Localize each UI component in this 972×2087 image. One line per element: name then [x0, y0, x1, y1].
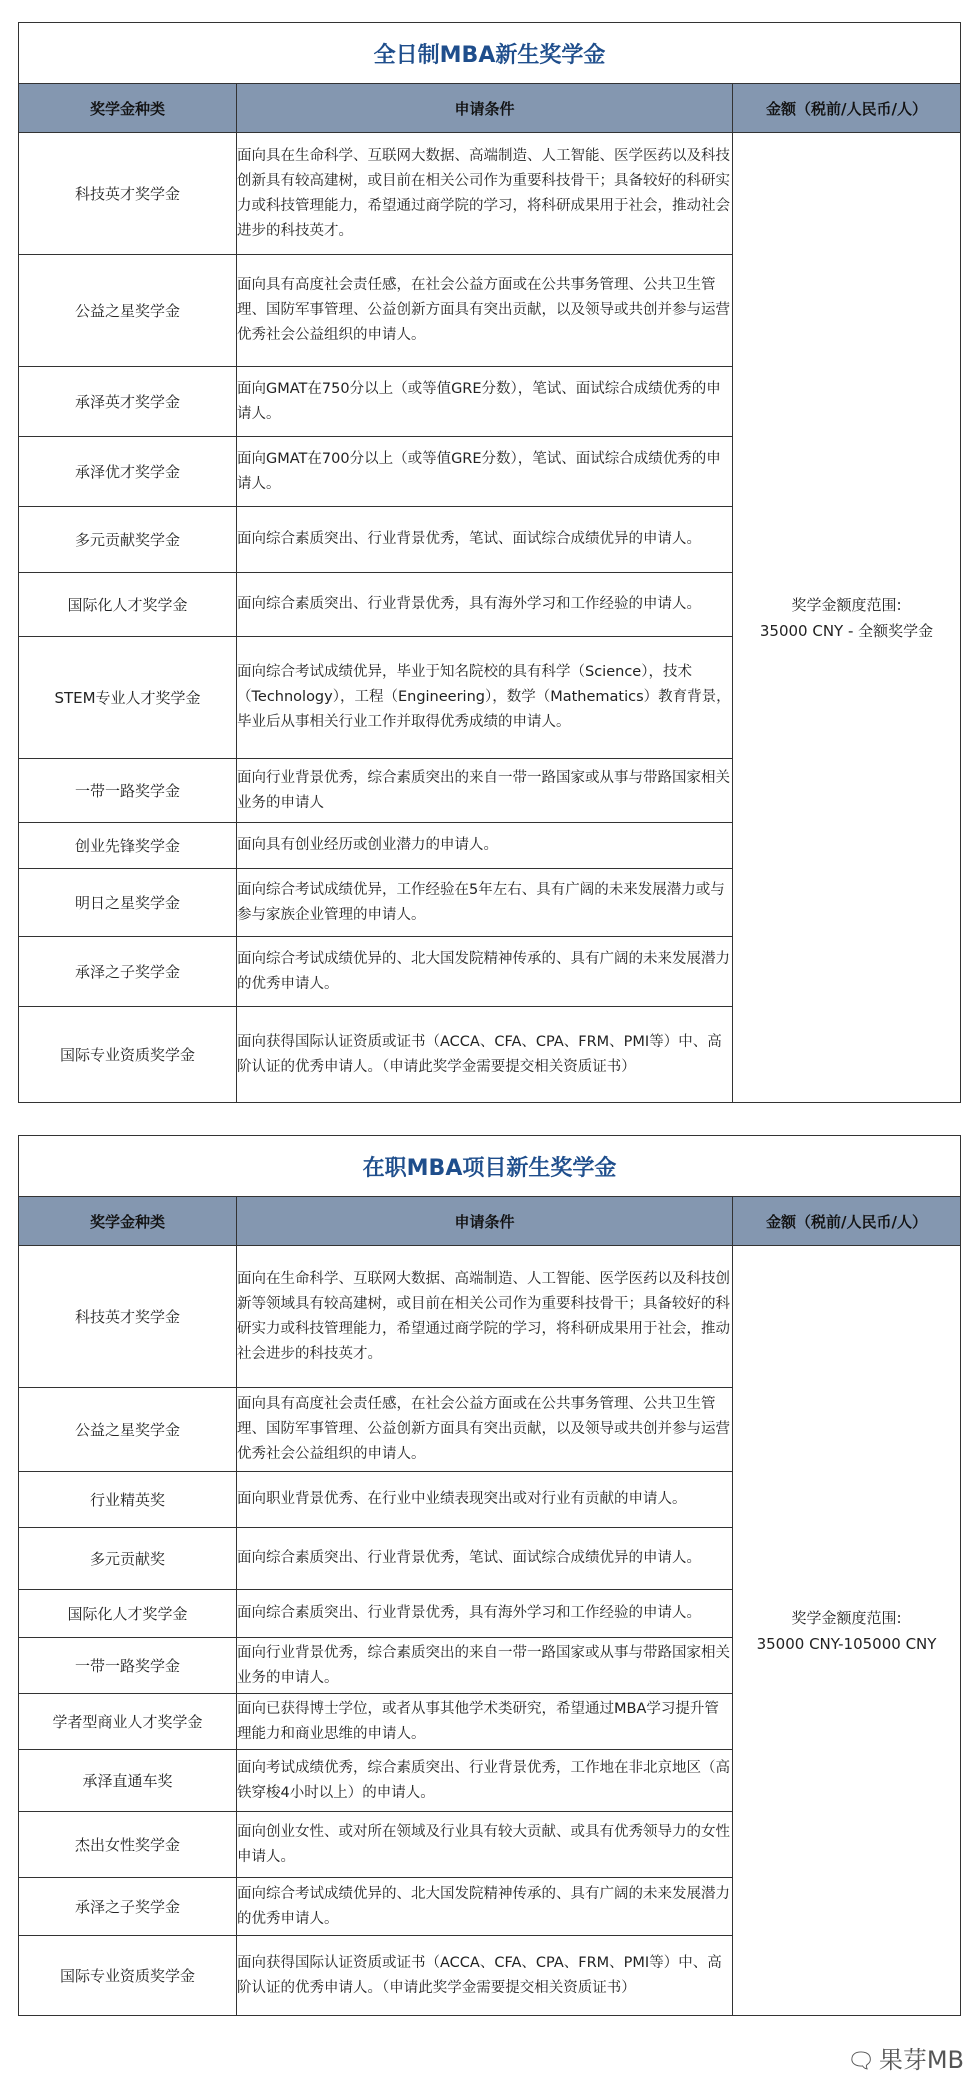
- scholarship-name: 承泽直通车奖: [19, 1750, 237, 1812]
- scholarship-name: 科技英才奖学金: [19, 1246, 237, 1388]
- scholarship-condition: 面向综合素质突出、行业背景优秀，笔试、面试综合成绩优异的申请人。: [237, 1528, 733, 1590]
- scholarship-condition: 面向综合素质突出、行业背景优秀，笔试、面试综合成绩优异的申请人。: [237, 507, 733, 573]
- header-type: 奖学金种类: [19, 84, 237, 133]
- scholarship-name: STEM专业人才奖学金: [19, 637, 237, 759]
- amount-value: 35000 CNY-105000 CNY: [756, 1634, 937, 1653]
- fulltime-scholarship-table: [18, 22, 961, 1103]
- amount-label: 奖学金额度范围:: [791, 595, 902, 614]
- scholarship-name: 承泽之子奖学金: [19, 1878, 237, 1936]
- scholarship-condition: 面向综合考试成绩优异，工作经验在5年左右、具有广阔的未来发展潜力或与参与家族企业管理的申请人。: [237, 869, 733, 937]
- header-condition: 申请条件: [237, 1197, 733, 1246]
- scholarship-name: 国际专业资质奖学金: [19, 1007, 237, 1103]
- scholarship-name: 多元贡献奖学金: [19, 507, 237, 573]
- table-row: [19, 1246, 961, 1388]
- scholarship-condition: 面向已获得博士学位，或者从事其他学术类研究，希望通过MBA学习提升管理能力和商业思维的申请人。: [237, 1694, 733, 1750]
- scholarship-name: 承泽英才奖学金: [19, 367, 237, 437]
- header-amount: 金额（税前/人民币/人）: [733, 84, 961, 133]
- scholarship-condition: 面向综合素质突出、行业背景优秀，具有海外学习和工作经验的申请人。: [237, 1590, 733, 1638]
- scholarship-name: 科技英才奖学金: [19, 133, 237, 255]
- scholarship-condition: 面向综合考试成绩优异的、北大国发院精神传承的、具有广阔的未来发展潜力的优秀申请人。: [237, 1878, 733, 1936]
- scholarship-condition: 面向在生命科学、互联网大数据、高端制造、人工智能、医学医药以及科技创新等领域具有较高建树，或目前在相关公司作为重要科技骨干；具备较好的科研实力或科技管理能力，希望通过商学院的学习，将科研成果用于社会，推动社会进步的科技英才。: [237, 1246, 733, 1388]
- scholarship-condition: 面向获得国际认证资质或证书（ACCA、CFA、CPA、FRM、PMI等）中、高阶认证的优秀申请人。（申请此奖学金需要提交相关资质证书）: [237, 1007, 733, 1103]
- scholarship-condition: 面向获得国际认证资质或证书（ACCA、CFA、CPA、FRM、PMI等）中、高阶认证的优秀申请人。（申请此奖学金需要提交相关资质证书）: [237, 1936, 733, 2016]
- header-amount: 金额（税前/人民币/人）: [733, 1197, 961, 1246]
- scholarship-condition: 面向创业女性、或对所在领域及行业具有较大贡献、或具有优秀领导力的女性申请人。: [237, 1812, 733, 1878]
- scholarship-condition: 面向考试成绩优秀，综合素质突出、行业背景优秀，工作地在非北京地区（高铁穿梭4小时以上）的申请人。: [237, 1750, 733, 1812]
- scholarship-condition: 面向职业背景优秀、在行业中业绩表现突出或对行业有贡献的申请人。: [237, 1472, 733, 1528]
- scholarship-name: 行业精英奖: [19, 1472, 237, 1528]
- scholarship-name: 公益之星奖学金: [19, 255, 237, 367]
- parttime-scholarship-table: [18, 1135, 961, 2016]
- scholarship-name: 学者型商业人才奖学金: [19, 1694, 237, 1750]
- amount-label: 奖学金额度范围:: [791, 1608, 902, 1627]
- table-body: [19, 1246, 961, 2016]
- scholarship-name: 创业先锋奖学金: [19, 823, 237, 869]
- scholarship-name: 杰出女性奖学金: [19, 1812, 237, 1878]
- scholarship-condition: 面向行业背景优秀，综合素质突出的来自一带一路国家或从事与带路国家相关业务的申请人: [237, 759, 733, 823]
- scholarship-name: 公益之星奖学金: [19, 1388, 237, 1472]
- amount-range-cell: [733, 133, 961, 1103]
- scholarship-condition: 面向具有创业经历或创业潜力的申请人。: [237, 823, 733, 869]
- scholarship-name: 一带一路奖学金: [19, 759, 237, 823]
- watermark-text: 果芽MB: [878, 2046, 964, 2074]
- scholarship-condition: 面向GMAT在700分以上（或等值GRE分数），笔试、面试综合成绩优秀的申请人。: [237, 437, 733, 507]
- scholarship-name: 明日之星奖学金: [19, 869, 237, 937]
- watermark: [847, 2040, 964, 2075]
- scholarship-condition: 面向具在生命科学、互联网大数据、高端制造、人工智能、医学医药以及科技创新具有较高建树，或目前在相关公司作为重要科技骨干；具备较好的科研实力或科技管理能力，希望通过商学院的学习，将科研成果用于社会，推动社会进步的科技英才。: [237, 133, 733, 255]
- table-title: 全日制MBA新生奖学金: [19, 23, 961, 84]
- scholarship-condition: 面向综合考试成绩优异，毕业于知名院校的具有科学（Science），技术（Technology），工程（Engineering），数学（Mathematics）教育背景，毕业后从事相关行业工作并取得优秀成绩的申请人。: [237, 637, 733, 759]
- scholarship-name: 多元贡献奖: [19, 1528, 237, 1590]
- scholarship-condition: 面向综合考试成绩优异的、北大国发院精神传承的、具有广阔的未来发展潜力的优秀申请人。: [237, 937, 733, 1007]
- scholarship-name: 承泽优才奖学金: [19, 437, 237, 507]
- scholarship-name: 国际化人才奖学金: [19, 1590, 237, 1638]
- scholarship-name: 国际化人才奖学金: [19, 573, 237, 637]
- scholarship-condition: 面向行业背景优秀，综合素质突出的来自一带一路国家或从事与带路国家相关业务的申请人。: [237, 1638, 733, 1694]
- wechat-icon: 🗨: [846, 2049, 875, 2074]
- scholarship-name: 国际专业资质奖学金: [19, 1936, 237, 2016]
- scholarship-name: 一带一路奖学金: [19, 1638, 237, 1694]
- table-row: [19, 133, 961, 255]
- header-condition: 申请条件: [237, 84, 733, 133]
- scholarship-condition: 面向综合素质突出、行业背景优秀，具有海外学习和工作经验的申请人。: [237, 573, 733, 637]
- scholarship-condition: 面向GMAT在750分以上（或等值GRE分数），笔试、面试综合成绩优秀的申请人。: [237, 367, 733, 437]
- scholarship-condition: 面向具有高度社会责任感，在社会公益方面或在公共事务管理、公共卫生管理、国防军事管理、公益创新方面具有突出贡献，以及领导或共创并参与运营优秀社会公益组织的申请人。: [237, 255, 733, 367]
- table-body: [19, 133, 961, 1103]
- scholarship-name: 承泽之子奖学金: [19, 937, 237, 1007]
- scholarship-condition: 面向具有高度社会责任感，在社会公益方面或在公共事务管理、公共卫生管理、国防军事管理、公益创新方面具有突出贡献，以及领导或共创并参与运营优秀社会公益组织的申请人。: [237, 1388, 733, 1472]
- amount-value: 35000 CNY - 全额奖学金: [759, 621, 934, 640]
- header-type: 奖学金种类: [19, 1197, 237, 1246]
- table-title: 在职MBA项目新生奖学金: [19, 1136, 961, 1197]
- amount-range-cell: [733, 1246, 961, 2016]
